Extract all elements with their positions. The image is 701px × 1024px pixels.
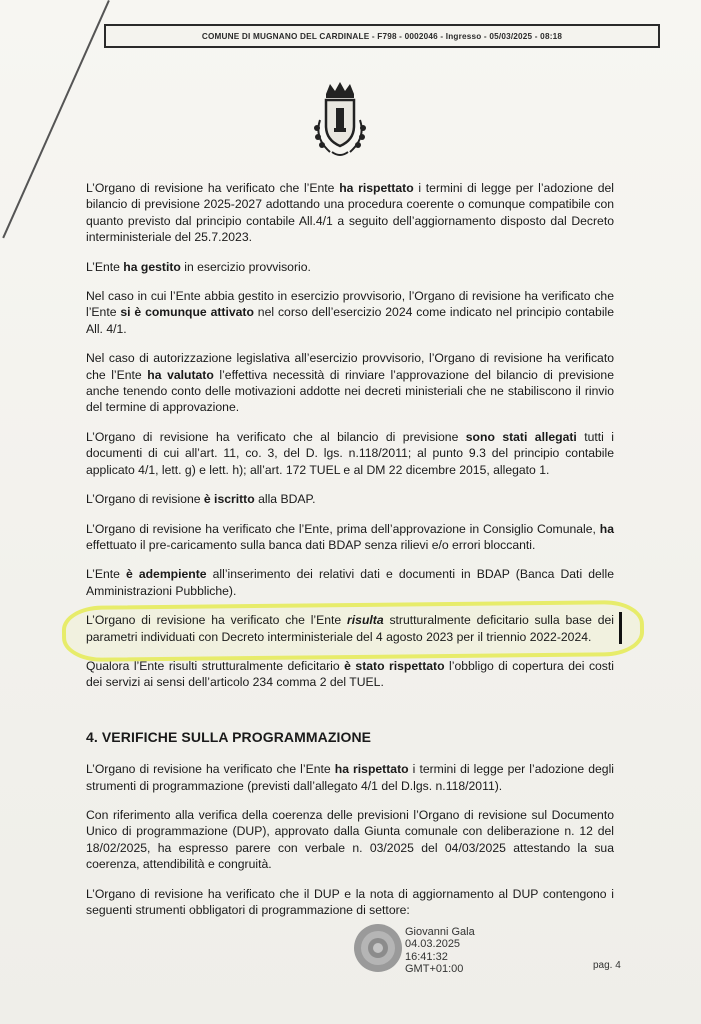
text: all’inserimento dei relativi dati e documenti in BDAP (Banca Dati delle Amministrazioni Pubbliche). (86, 567, 614, 598)
paragraph (86, 612, 614, 645)
paragraph: Con riferimento alla verifica della coerenza delle previsioni l’Organo di revisione sul Documento Unico di programmazione (DUP), approvato dalla Giunta comunale con deliberazione n. 12 del 18/02/2025, ha espresso parere con verbale n. 03/2025 del 04/03/2025 attestando la sua coerenza, attendibilità e congruità. (86, 807, 614, 872)
text: L’Organo di revisione ha verificato che al bilancio di previsione (86, 429, 466, 444)
text: L’Organo di revisione ha verificato che l’Ente (86, 181, 340, 195)
paragraph: L’Organo di revisione ha verificato che il DUP e la nota di aggiornamento al DUP contengono i seguenti strumenti obbligatori di programmazione di settore: (86, 886, 614, 917)
text: nel corso dell’esercizio 2024 come indicato nel principio contabile All. 4/1. (86, 305, 615, 336)
bold-text: ha (599, 521, 614, 536)
bold-text: ha valutato (147, 367, 214, 382)
paragraph (86, 180, 614, 246)
text: i termini di legge per l’adozione degli strumenti di programmazione (previsti dall’allegato 4/1 del D.lgs. n.118/2011). (86, 762, 614, 793)
registry-stamp (104, 24, 660, 48)
bold-text: ha rispettato (334, 762, 409, 777)
signature-timezone: GMT+01:00 (405, 963, 464, 976)
paragraph (86, 521, 614, 554)
digital-signature (405, 926, 475, 976)
text: Nel caso in cui l’Ente abbia gestito in esercizio provvisorio, l’Organo di revisione ha verificato che l’Ente (86, 289, 614, 320)
signature-time: 16:41:32 (405, 950, 448, 963)
paragraph (86, 761, 614, 794)
text: in esercizio provvisorio. (180, 259, 311, 274)
paragraph (86, 566, 614, 599)
text: L’Organo di revisione ha verificato che l’Ente (86, 613, 348, 628)
text: L’Ente (86, 567, 126, 582)
municipal-crest-icon (304, 80, 376, 166)
text: Nel caso di autorizzazione legislativa all’esercizio provvisorio, l’Organo di revisione ha verificato che l’Ente (86, 351, 614, 382)
bold-text: è iscritto (203, 492, 255, 507)
signer-name: Giovanni Gala (405, 926, 475, 938)
page-number: pag. 4 (593, 960, 621, 971)
text: alla BDAP. (254, 492, 316, 507)
text: l’effettiva necessità di rinviare l’approvazione del bilancio di previsione anche tenendo conto delle motivazioni addotte nei decreti ministeriali che ne stabiliscono il rinvio del termine di approvazione. (86, 367, 614, 415)
signature-date: 04.03.2025 (405, 938, 461, 951)
margin-pen-mark (619, 612, 622, 644)
text: L’Ente (86, 259, 124, 274)
registry-stamp-text: COMUNE DI MUGNANO DEL CARDINALE - F798 - 0002046 - Ingresso - 05/03/2025 - 08:18 (201, 31, 563, 41)
text: l’obbligo di copertura dei costi dei servizi ai sensi dell’articolo 234 comma 2 del TUEL. (86, 658, 614, 690)
section-heading: 4. VERIFICHE SULLA PROGRAMMAZIONE (86, 728, 372, 745)
bold-text: sono stati allegati (465, 429, 577, 444)
highlighted-paragraph (86, 612, 614, 645)
paragraph (86, 658, 614, 691)
bold-italic-text: risulta (347, 613, 384, 628)
bold-text: è stato rispettato (344, 658, 445, 673)
bold-text: è adempiente (125, 567, 207, 582)
text: L’Organo di revisione ha verificato che l’Ente (86, 762, 335, 777)
document-body (86, 180, 614, 931)
text: effettuato il pre-caricamento sulla banca dati BDAP senza rilievi e/o errori bloccanti. (86, 537, 536, 552)
paragraph (86, 259, 614, 275)
text: strutturalmente deficitario sulla base dei parametri individuati con Decreto interministeriale del 4 agosto 2023 per il triennio 2022-2024. (86, 613, 614, 644)
text: Qualora l’Ente risulti strutturalmente deficitario (86, 658, 345, 673)
bold-text: si è comunque attivato (120, 305, 254, 320)
paragraph (86, 288, 614, 337)
text: i termini di legge per l’adozione del bilancio di previsione 2025-2027 adottando una procedura coerente o comunque compatibile con quanto previsto dal principio contabile All.4/1 a seguito dell’aggiornamento disposto dal Decreto interministeriale del 25.7.2023. (86, 181, 614, 245)
paragraph (86, 350, 614, 416)
bold-text: ha rispettato (339, 181, 414, 195)
digital-signature-seal-icon (350, 920, 406, 976)
paragraph (86, 429, 614, 478)
bold-text: ha gestito (123, 259, 181, 274)
text: L’Organo di revisione (86, 492, 204, 507)
text: L’Organo di revisione ha verificato che l’Ente, prima dell’approvazione in Consiglio Comunale, (86, 521, 600, 536)
paragraph (86, 491, 614, 507)
text: tutti i documenti di cui all’art. 11, co. 3, del D. lgs. n.118/2011; al punto 9.3 del principio contabile applicato 4/1, lett. g) e lett. h); all’art. 172 TUEL e al DM 22 dicembre 2015, allegato 1. (86, 429, 614, 477)
